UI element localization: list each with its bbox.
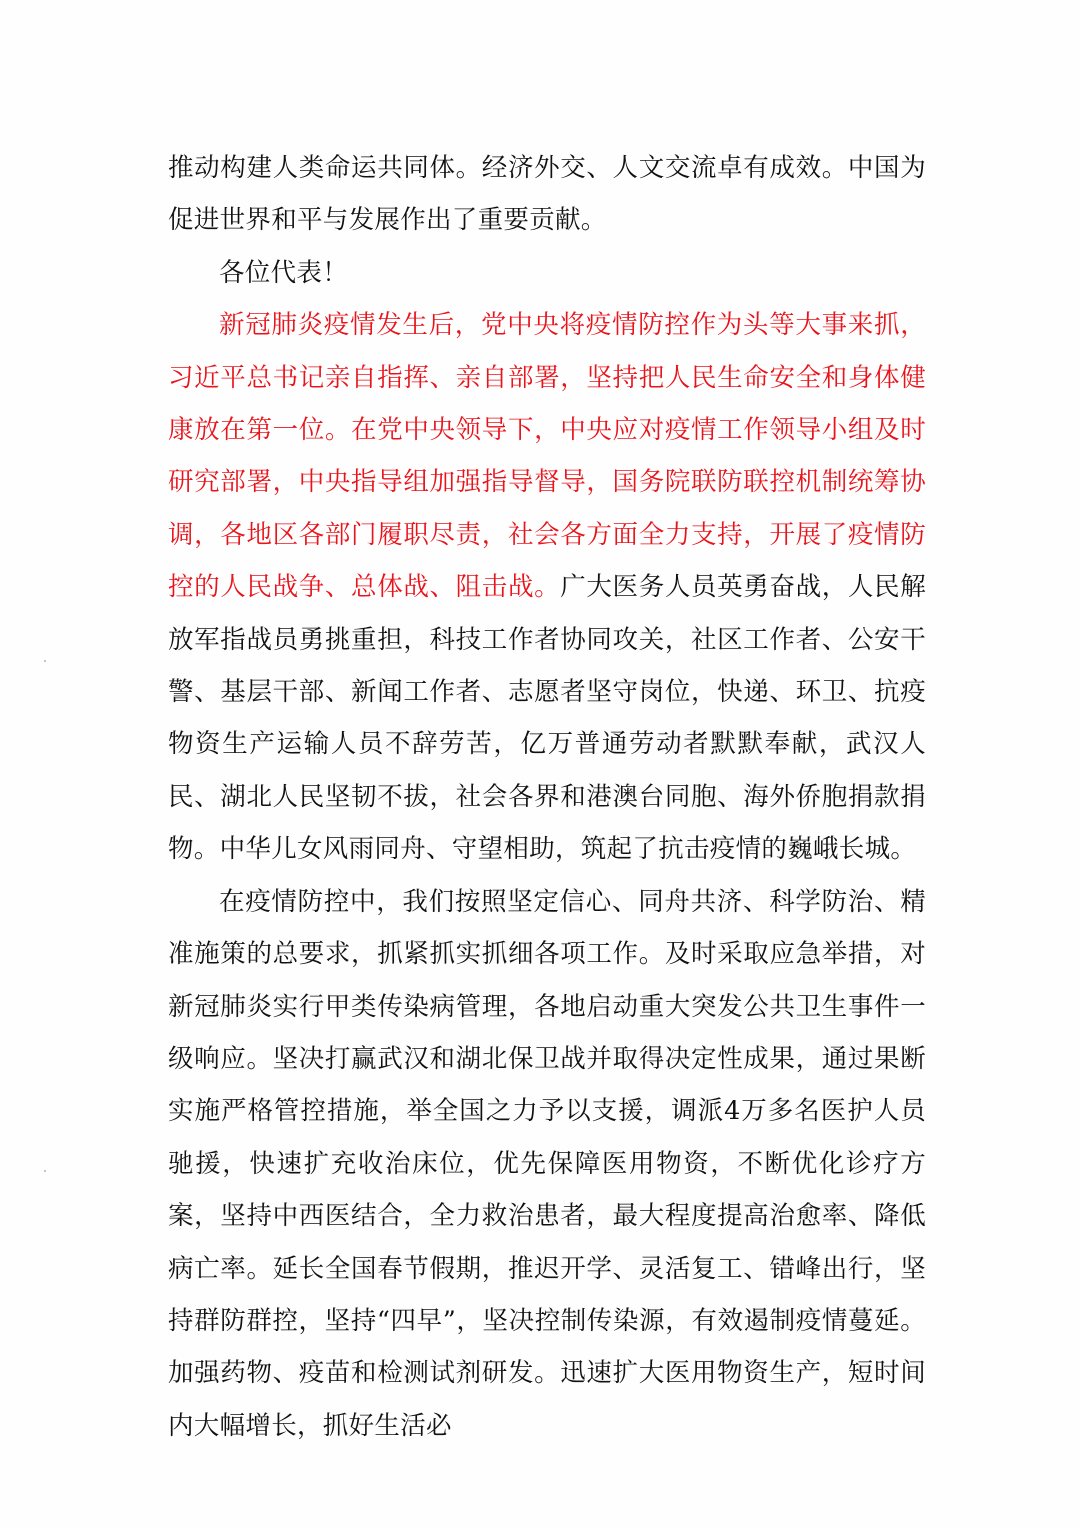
scan-speck <box>44 660 46 662</box>
paragraph-text: 广大医务人员英勇奋战，人民解放军指战员勇挑重担，科技工作者协同攻关，社区工作者、公安干警、基层干部、新闻工作者、志愿者坚守岗位，快递、环卫、抗疫物资生产运输人员不辞劳苦，亿万普通劳动者默默奉献，武汉人民、湖北人民坚韧不拔，社会各界和港澳台同胞、海外侨胞捐款捐物。中华儿女风雨同舟、守望相助，筑起了抗击疫情的巍峨长城。 <box>168 572 926 865</box>
paragraph-epidemic-control: 在疫情防控中，我们按照坚定信心、同舟共济、科学防治、精准施策的总要求，抓紧抓实抓细各项工作。及时采取应急举措，对新冠肺炎实行甲类传染病管理，各地启动重大突发公共卫生事件一级响应。坚决打赢武汉和湖北保卫战并取得决定性成果，通过果断实施严格管控措施，举全国之力予以支援，调派4万多名医护人员驰援，快速扩充收治床位，优先保障医用物资，不断优化诊疗方案，坚持中西医结合，全力救治患者，最大程度提高治愈率、降低病亡率。延长全国春节假期，推迟开学、灵活复工、错峰出行，坚持群防群控，坚持“四早”，坚决控制传染源，有效遏制疫情蔓延。加强药物、疫苗和检测试剂研发。迅速扩大医用物资生产，短时间内大幅增长，抓好生活必 <box>168 886 926 1441</box>
paragraph-diplomacy-continuation: 推动构建人类命运共同体。经济外交、人文交流卓有成效。中国为促进世界和平与发展作出了重要贡献。 <box>168 153 926 236</box>
document-body <box>168 142 926 1452</box>
paragraph-epidemic-response <box>168 299 926 875</box>
highlighted-text: 新冠肺炎疫情发生后，党中央将疫情防控作为头等大事来抓，习近平总书记亲自指挥、亲自部署，坚持把人民生命安全和身体健康放在第一位。在党中央领导下，中央应对疫情工作领导小组及时研究部署，中央指导组加强指导督导，国务院联防联控机制统筹协调，各地区各部门履职尽责，社会各方面全力支持，开展了疫情防控的人民战争、总体战、阻击战。 <box>168 310 926 603</box>
scan-speck <box>44 1170 46 1172</box>
paragraph-salutation: 各位代表！ <box>219 257 349 288</box>
